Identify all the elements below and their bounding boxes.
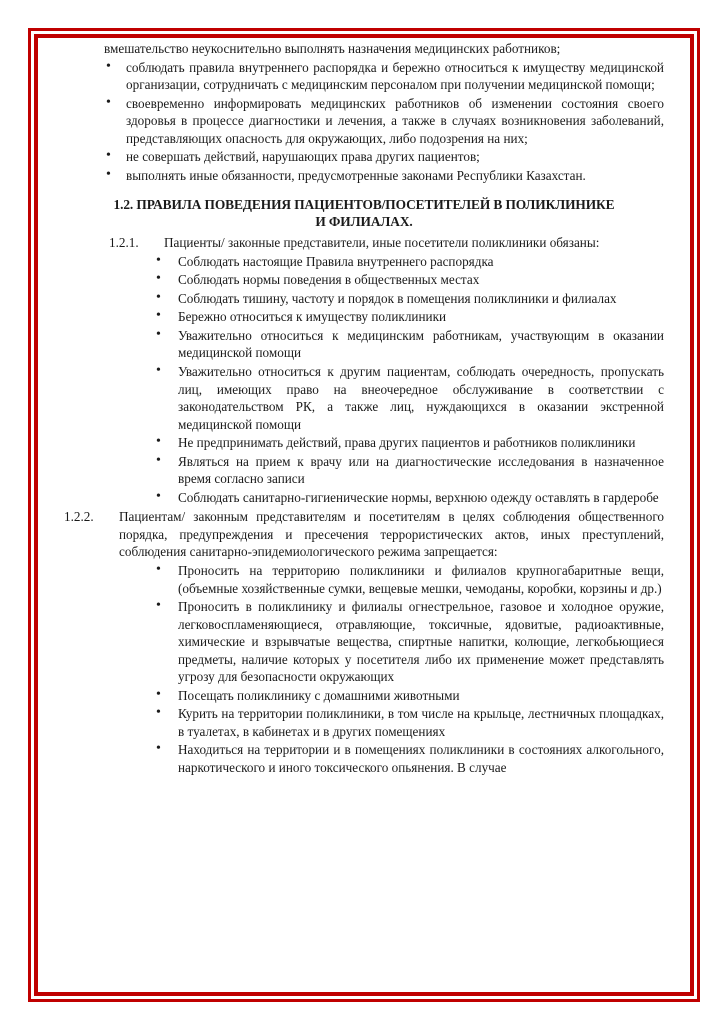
list-item: • Соблюдать санитарно-гигиенические нормы, верхнюю одежду оставлять в гардеробе [154,489,664,507]
list-item: • выполнять иные обязанности, предусмотренные законами Республики Казахстан. [104,167,664,185]
list-item: • Соблюдать тишину, частоту и порядок в помещения поликлиники и филиалах [154,290,664,308]
document-content [50,36,678,988]
obligations-list [64,59,664,185]
clause-1-2-1-list [64,253,664,507]
list-item: • Проносить в поликлинику и филиалы огнестрельное, газовое и холодное оружие, легковоспламеняющиеся, отравляющие, токсичные, ядовитые, радиоактивные, химические и взрывчатые вещества, спиртные напитки, колющие, легкобьющиеся предметы, наличие которых у посетителя либо их применение может представлять угрозу для безопасности окружающих [154,598,664,686]
list-item: • своевременно информировать медицинских работников об изменении состояния своего здоровья в процессе диагностики и лечения, а также в случаях возникновения заболеваний, представляющих опасность для окружающих, либо подозрения на них; [104,95,664,148]
continued-list-item: вмешательство неукоснительно выполнять назначения медицинских работников; [104,41,561,56]
section-heading-line-2: И ФИЛИАЛАХ. [315,214,413,230]
list-item: • Являться на прием к врачу или на диагностические исследования в назначенное время согласно записи [154,453,664,488]
list-item: • Уважительно относиться к медицинским работникам, участвующим в оказании медицинской помощи [154,327,664,362]
list-item: • Находиться на территории и в помещениях поликлиники в состояниях алкогольного, наркотического и иного токсического опьянения. В случае [154,741,664,776]
list-item: • Посещать поликлинику с домашними животными [154,687,664,705]
clause-1-2-2 [64,508,664,561]
clause-text: Пациентам/ законным представителям и посетителям в целях соблюдения общественного порядка, предупреждения и пресечения террористических актов, иных преступлений, соблюдения санитарно-эпидемиологического режима запрещается: [119,509,664,560]
list-item: • Уважительно относиться к другим пациентам, соблюдать очередность, пропускать лиц, имеющих право на внеочередное обслуживание в соответствии с законодательством РК, а также лиц, нуждающихся в оказании экстренной медицинской помощи [154,363,664,433]
clause-number: 1.2.2. [64,509,94,525]
list-item: • не совершать действий, нарушающих права других пациентов; [104,148,664,166]
list-item: • Соблюдать настоящие Правила внутреннего распорядка [154,253,664,271]
list-item: • соблюдать правила внутреннего распорядка и бережно относиться к имуществу медицинской организации, сотрудничать с медицинским персоналом при получении медицинской помощи; [104,59,664,94]
list-item: • Проносить на территорию поликлиники и филиалов крупногабаритные вещи, (объемные хозяйственные сумки, вещевые мешки, чемоданы, коробки, корзины и др.) [154,562,664,597]
clause-number: 1.2.1. [109,235,139,251]
section-heading [64,197,664,231]
clause-1-2-1 [109,234,664,252]
section-heading-line-1: 1.2. ПРАВИЛА ПОВЕДЕНИЯ ПАЦИЕНТОВ/ПОСЕТИТЕЛЕЙ В ПОЛИКЛИНИКЕ [113,197,615,213]
clause-text: Пациенты/ законные представители, иные посетители поликлиники обязаны: [164,235,600,251]
clause-1-2-2-list [64,562,664,777]
list-item: • Не предпринимать действий, права других пациентов и работников поликлиники [154,434,664,452]
list-item: • Курить на территории поликлиники, в том числе на крыльце, лестничных площадках, в туалетах, в кабинетах и в других помещениях [154,705,664,740]
list-item: • Бережно относиться к имуществу поликлиники [154,308,664,326]
list-item: • Соблюдать нормы поведения в общественных местах [154,271,664,289]
